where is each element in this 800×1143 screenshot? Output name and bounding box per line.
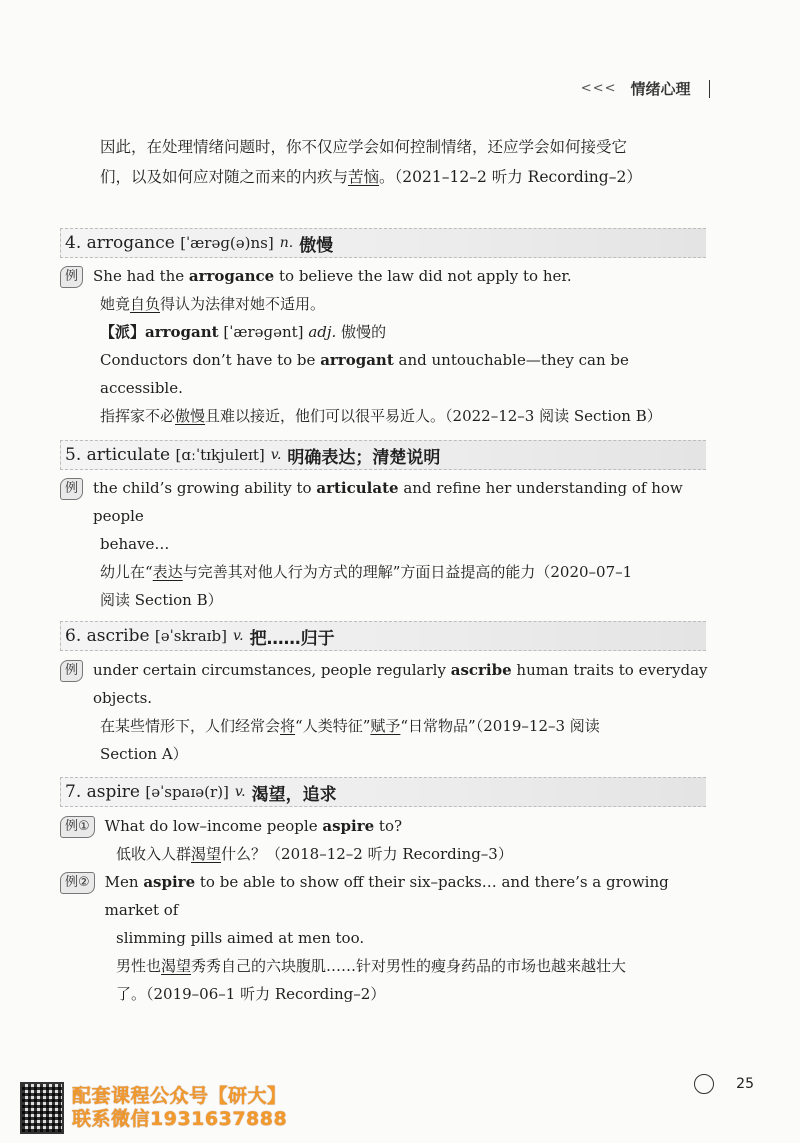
example-cn: 幼儿在“表达与完善其对他人行为方式的理解”方面日益提高的能力（2020–07–1 [100,563,633,581]
chinese-meaning: 傲慢 [299,235,334,256]
page-number: 25 [736,1076,754,1092]
entry-heading-arrogance [60,228,706,258]
intro-line-1: 因此，在处理情绪问题时，你不仅应学会如何控制情绪，还应学会如何接受它 [100,138,628,156]
derived-example-cn: 指挥家不必傲慢且难以接近，他们可以很平易近人。（2022–12–3 阅读 Section B） [100,407,662,425]
example-en: She had the arrogance to believe the law did not apply to her. [93,267,572,285]
example-cn: 男性也渴望秀秀自己的六块腹肌……针对男性的瘦身药品的市场也越来越壮大 [116,957,627,975]
watermark [20,1082,287,1134]
example-tag: 例② [60,872,95,894]
headword: 6. ascribe [65,626,150,646]
intro-text: 们，以及如何应对随之而来的内疚与 [100,168,349,186]
example-block-arrogance [60,262,710,430]
header-marks: <<< [580,81,617,96]
intro-underlined: 苦恼 [348,168,380,186]
entry-heading-ascribe [60,621,706,651]
phonetic: [əˈskraɪb] [154,627,227,645]
qr-code-icon [20,1082,64,1134]
part-of-speech: n. [279,235,294,251]
example-block-ascribe [60,656,710,768]
headword: 4. arrogance [65,233,175,253]
header-divider [709,80,711,98]
example-en-cont: slimming pills aimed at men too. [116,929,365,947]
example-tag: 例 [60,266,83,288]
headword: 5. articulate [65,445,171,465]
example-en: the child’s growing ability to articulate and refine her understanding of how people [93,479,683,525]
example-en-cont: behave… [100,535,170,553]
example-tag: 例 [60,478,83,500]
page-footer [694,1074,754,1094]
entry-heading-articulate [60,440,706,470]
part-of-speech: v. [232,628,244,644]
watermark-line-2: 联系微信1931637888 [72,1108,288,1130]
example-cn-cont: Section A） [100,745,188,763]
headword: 7. aspire [65,782,140,802]
example-en: What do low–income people aspire to? [104,817,403,835]
phonetic: [ɑːˈtɪkjuleɪt] [175,446,265,464]
circle-icon [694,1074,714,1094]
derived-word: 【派】arrogant [ˈærəɡənt] adj. 傲慢的 [100,323,387,341]
chinese-meaning: 把……归于 [249,628,335,649]
example-block-aspire-2 [60,868,710,1008]
example-tag: 例① [60,816,95,838]
example-cn: 在某些情形下，人们经常会将“人类特征”赋予“日常物品”（2019–12–3 阅读 [100,717,600,735]
phonetic: [ˈærəɡ(ə)ns] [180,234,274,252]
header-section-title: 情绪心理 [630,80,691,98]
example-cn: 她竟自负得认为法律对她不适用。 [100,295,326,313]
example-block-articulate [60,474,710,614]
phonetic: [əˈspaɪə(r)] [145,783,229,801]
example-cn: 低收入人群渴望什么？（2018–12–2 听力 Recording–3） [116,845,513,863]
entry-heading-aspire [60,777,706,807]
chinese-meaning: 渴望，追求 [251,784,337,805]
part-of-speech: v. [270,447,282,463]
derived-example-en: Conductors don’t have to be arrogant and untouchable—they can be accessible. [100,351,629,397]
example-tag: 例 [60,660,83,682]
intro-line-2 [100,162,710,192]
running-header [581,78,710,99]
intro-source: 。（2021–12–2 听力 Recording–2） [379,168,642,186]
example-en: under certain circumstances, people regularly ascribe human traits to everyday objects. [93,661,708,707]
watermark-line-1: 配套课程公众号【研大】 [72,1085,287,1107]
part-of-speech: v. [234,784,246,800]
example-cn-cont: 阅读 Section B） [100,591,223,609]
intro-paragraph [100,132,710,192]
chinese-meaning: 明确表达；清楚说明 [287,447,441,468]
example-cn-cont: 了。（2019–06–1 听力 Recording–2） [116,985,386,1003]
example-en: Men aspire to be able to show off their six–packs… and there’s a growing market of [104,873,669,919]
example-block-aspire-1 [60,812,710,868]
